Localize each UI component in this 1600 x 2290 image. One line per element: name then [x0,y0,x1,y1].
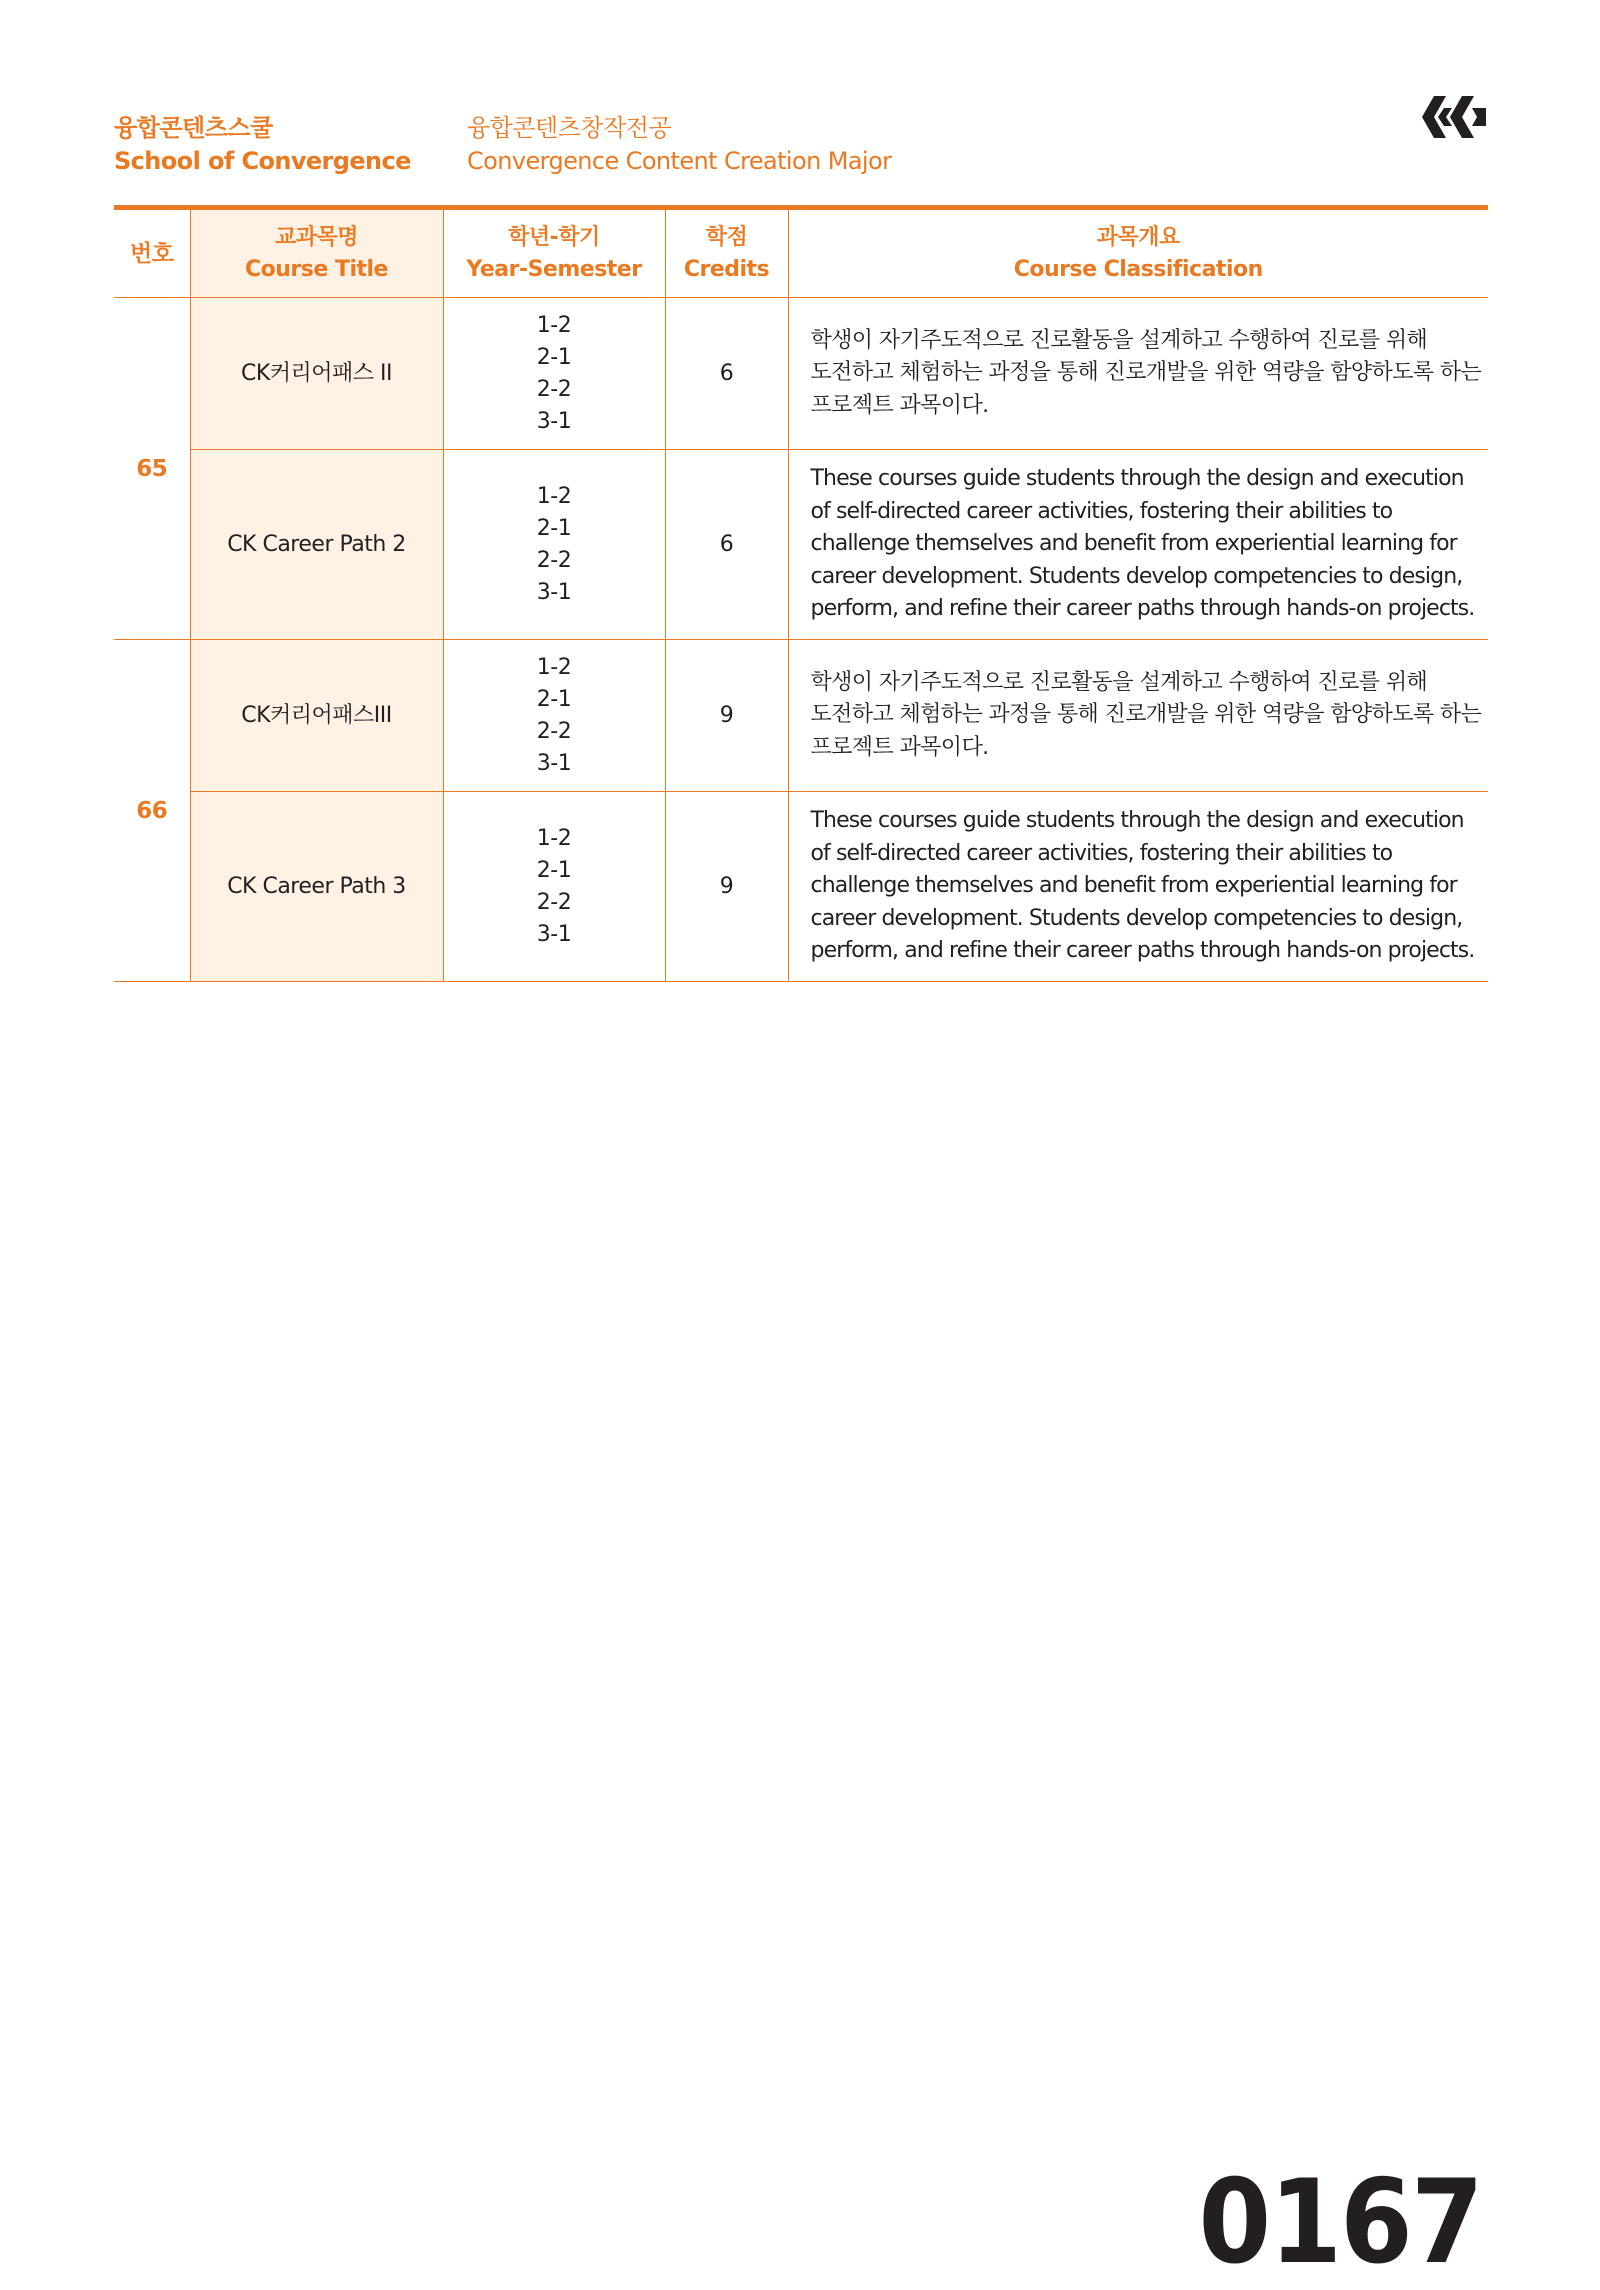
ck-logo-icon [1414,92,1490,142]
header-course-title [190,208,443,298]
page-header [114,112,1488,182]
course-title: CK Career Path 2 [190,450,443,640]
header-credits-en: Credits [683,256,770,282]
description-cell: 학생이 자기주도적으로 진로활동을 설계하고 수행하여 진로를 위해 도전하고 체험하는 과정을 통해 진로개발을 위한 역량을 함양하도록 하는 프로젝트 과목이다. [788,298,1488,450]
header-description-en: Course Classification [1013,256,1263,282]
year-semester-cell [443,792,665,982]
description-cell: 학생이 자기주도적으로 진로활동을 설계하고 수행하여 진로를 위해 도전하고 체험하는 과정을 통해 진로개발을 위한 역량을 함양하도록 하는 프로젝트 과목이다. [788,640,1488,792]
school-name-ko: 융합콘텐츠스쿨 [114,114,273,142]
semester-value: 1-2 [536,654,572,680]
major-name-ko: 융합콘텐츠창작전공 [467,114,672,142]
header-year-semester-en: Year-Semester [466,256,642,282]
semester-value: 2-2 [536,718,572,744]
header-credits [665,208,788,298]
page-number: 0167 [1198,2155,1482,2290]
header-description [788,208,1488,298]
semester-value: 2-1 [536,344,572,370]
semester-value: 1-2 [536,825,572,851]
major-name-en: Convergence Content Creation Major [467,147,892,175]
semester-value: 2-1 [536,857,572,883]
table-row [114,640,1488,792]
table-row [114,298,1488,450]
header-description-ko: 과목개요 [1096,224,1180,250]
description-cell: These courses guide students through the design and execution of self-directed career activities, fostering their abilities to challenge themselves and benefit from experiential learning for career development. Students develop competencies to design, perform, and refine their career paths through hands-on projects. [788,792,1488,982]
semester-value: 3-1 [536,750,572,776]
description-cell: These courses guide students through the design and execution of self-directed career activities, fostering their abilities to challenge themselves and benefit from experiential learning for career development. Students develop competencies to design, perform, and refine their career paths through hands-on projects. [788,450,1488,640]
course-title: CK커리어패스 II [190,298,443,450]
credits-cell: 9 [665,792,788,982]
semester-value: 2-2 [536,376,572,402]
semester-value: 1-2 [536,483,572,509]
year-semester-cell [443,450,665,640]
course-number: 65 [114,298,190,640]
year-semester-cell [443,298,665,450]
table-row [114,792,1488,982]
semester-value: 2-1 [536,515,572,541]
course-number: 66 [114,640,190,982]
credits-cell: 6 [665,450,788,640]
course-title: CK커리어패스III [190,640,443,792]
year-semester-cell [443,640,665,792]
header-course-title-ko: 교과목명 [274,224,358,250]
course-title: CK Career Path 3 [190,792,443,982]
school-name [114,112,411,178]
major-name [467,112,891,178]
semester-value: 3-1 [536,408,572,434]
header-no: 번호 [114,208,190,298]
header-credits-ko: 학점 [705,224,748,250]
credits-cell: 6 [665,298,788,450]
semester-value: 3-1 [536,921,572,947]
semester-value: 2-1 [536,686,572,712]
semester-value: 3-1 [536,579,572,605]
header-year-semester-ko: 학년-학기 [508,224,600,250]
school-name-en: School of Convergence [114,147,411,175]
table-row [114,450,1488,640]
semester-value: 2-2 [536,547,572,573]
course-table [114,205,1488,982]
semester-value: 2-2 [536,889,572,915]
credits-cell: 9 [665,640,788,792]
header-course-title-en: Course Title [245,256,388,282]
semester-value: 1-2 [536,312,572,338]
header-year-semester [443,208,665,298]
table-header-row [114,208,1488,298]
